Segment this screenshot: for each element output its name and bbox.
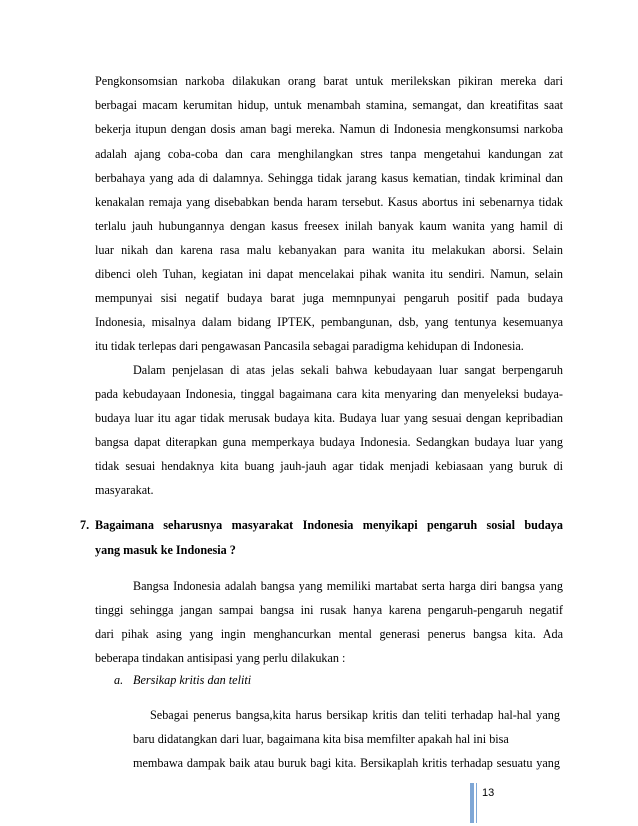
- footer-accent-line: [476, 783, 477, 823]
- text-line: dari pihak asing yang ingin menghancurkan mental generasi penerus bangsa kita. Ada: [95, 627, 563, 641]
- footer-accent-bar: [470, 783, 474, 823]
- text-line: kenakalan remaja yang disebabkan benda haram tersebut. Kasus abortus ini sebenarnya tidak: [95, 195, 563, 209]
- text-line: Dalam penjelasan di atas jelas sekali bahwa kebudayaan luar sangat berpengaruh: [133, 363, 563, 377]
- text-line: budaya luar itu agar tidak merusak budaya kita. Budaya luar yang sesuai dengan kepribadian: [95, 411, 563, 425]
- subitem-label: a.: [114, 673, 124, 687]
- text-line: Pengkonsomsian narkoba dilakukan orang barat untuk merilekskan pikiran mereka dari: [95, 74, 563, 88]
- text-line: luar nikah dan karena rasa malu kebanyakan para wanita itu melakukan aborsi. Selain: [95, 243, 563, 257]
- question-text: yang masuk ke Indonesia ?: [95, 543, 236, 557]
- text-line: bekerja itupun dengan dosis aman bagi mereka. Namun di Indonesia mengkonsumsi narkoba: [95, 122, 563, 136]
- question-text: Bagaimana seharusnya masyarakat Indonesia menyikapi pengaruh sosial budaya: [95, 518, 563, 532]
- text-line: itu tidak terlepas dari pengawasan Pancasila sebagai paradigma kehidupan di Indonesia.: [95, 339, 524, 353]
- text-line: tidak sesuai hendaknya kita buang jauh-jauh agar tidak menjadi kebiasaan yang buruk di: [95, 459, 563, 473]
- text-line: berbahaya yang ada di dalamnya. Sehingga tidak jarang kasus kematian, tindak kriminal dan: [95, 171, 563, 185]
- text-line: membawa dampak baik atau buruk bagi kita. Bersikaplah kritis terhadap sesuatu yang: [133, 756, 560, 770]
- subitem-text: Bersikap kritis dan teliti: [133, 673, 252, 687]
- question-number: 7.: [80, 518, 90, 532]
- text-line: beberapa tindakan antisipasi yang perlu dilakukan :: [95, 651, 346, 665]
- text-line: pada kebudayaan Indonesia, tinggal bagaimana cara kita menyaring dan menyeleksi budaya-: [95, 387, 563, 401]
- page-number: 13: [482, 787, 495, 799]
- text-line: dibenci oleh Tuhan, kegiatan ini dapat mencelakai pihak wanita itu sendiri. Namun, selain: [95, 267, 563, 281]
- text-line: baru didatangkan dari luar, bagaimana kita bisa memfilter apakah hal ini bisa: [133, 732, 509, 746]
- text-line: bangsa dapat diterapkan guna memperkaya budaya Indonesia. Sedangkan budaya luar yang: [95, 435, 563, 449]
- text-line: terlalu jauh hubungannya dengan kasus freesex inilah banyak kaum wanita yang hamil di: [95, 219, 563, 233]
- text-line: Bangsa Indonesia adalah bangsa yang memiliki martabat serta harga diri bangsa yang: [133, 579, 563, 593]
- text-line: Indonesia, misalnya dalam bidang IPTEK, pembangunan, dsb, yang tentunya kesemuanya: [95, 315, 563, 329]
- text-line: masyarakat.: [95, 483, 154, 497]
- text-line: adalah ajang coba-coba dan cara menghilangkan stres tanpa mengetahui kandungan zat: [95, 147, 563, 161]
- text-line: mempunyai sisi negatif budaya barat juga memnpunyai pengaruh positif pada budaya: [95, 291, 563, 305]
- text-line: berbagai macam kerumitan hidup, untuk menambah stamina, semangat, dan kreatifitas saat: [95, 98, 563, 112]
- text-line: tinggi sehingga jangan sampai bangsa ini rusak hanya karena pengaruh-pengaruh negatif: [95, 603, 563, 617]
- text-line: Sebagai penerus bangsa,kita harus bersikap kritis dan teliti terhadap hal-hal yang: [150, 708, 560, 722]
